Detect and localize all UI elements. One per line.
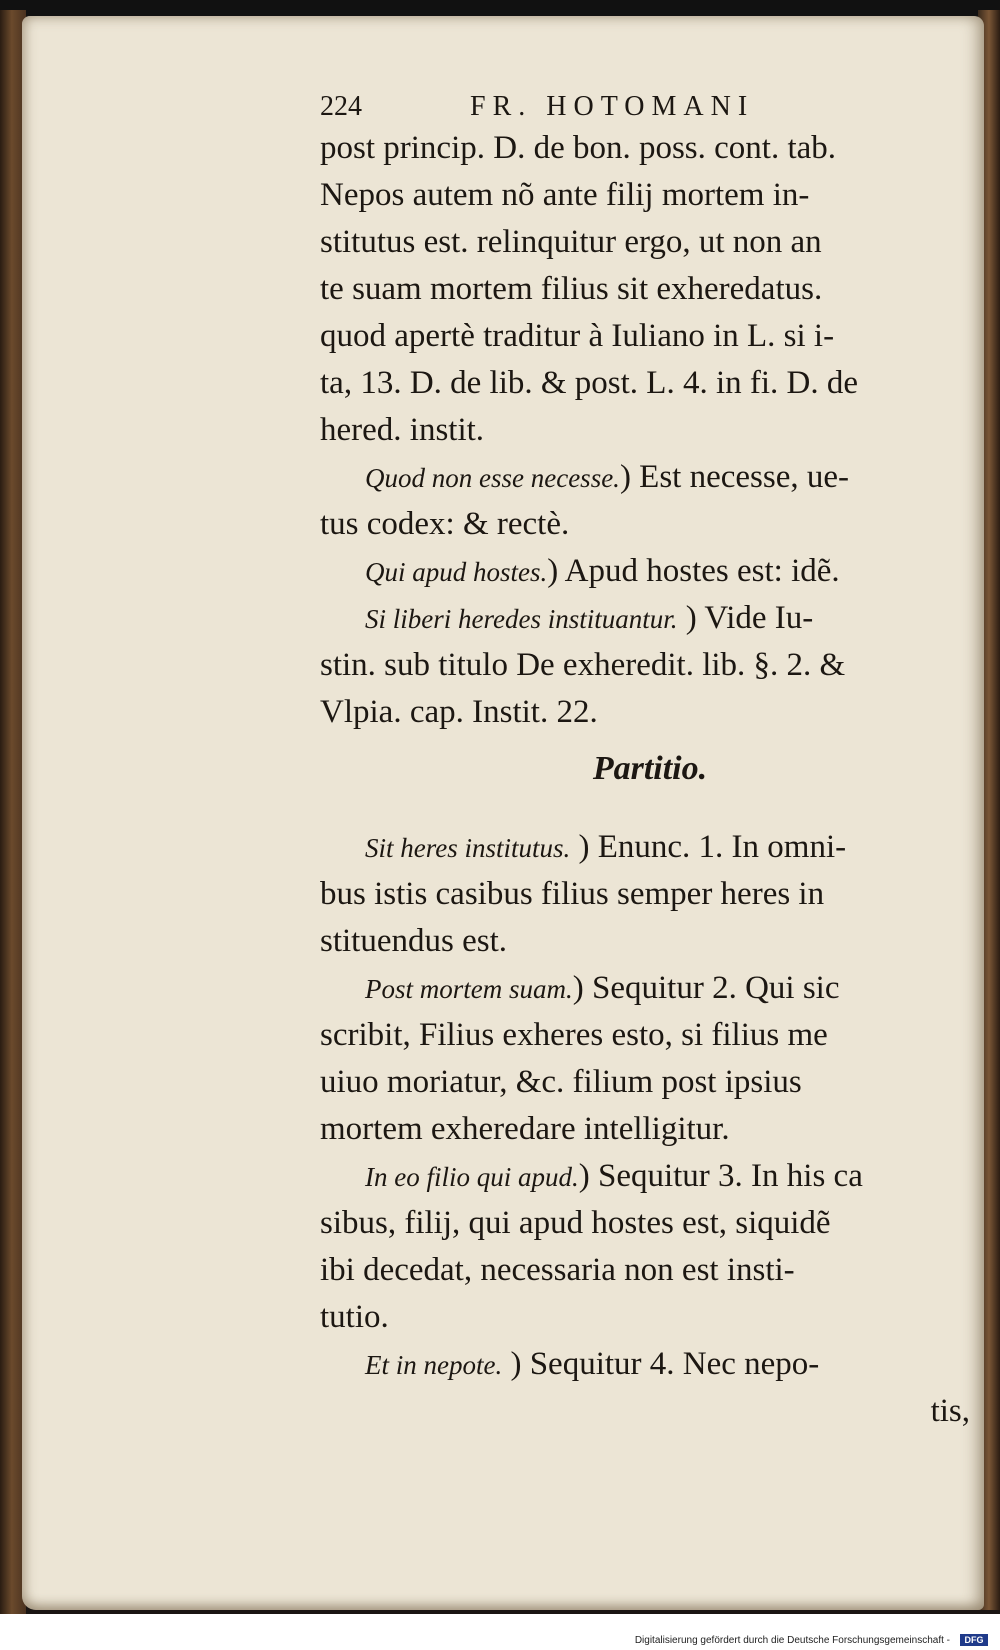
text-line: ibi decedat, necessaria non est insti- [320, 1252, 795, 1288]
text-line: ta, 13. D. de lib. & post. L. 4. in fi. D. de [320, 365, 859, 401]
text-line: tutio. [320, 1299, 389, 1335]
text-line [320, 1153, 980, 1200]
text-line: te suam mortem filius sit exheredatus. [320, 271, 823, 307]
text-line [320, 454, 980, 501]
dfg-logo: DFG [960, 1634, 988, 1646]
text-line: tus codex: & rectè. [320, 506, 570, 542]
text-line: hered. instit. [320, 412, 485, 448]
text-line [320, 548, 980, 595]
lemma: Qui apud hostes. [365, 557, 548, 587]
digitization-credit: Digitalisierung gefördert durch die Deutsche Forschungsgemeinschaft - [634, 1635, 950, 1646]
lemma: In eo filio qui apud. [365, 1162, 579, 1192]
text-line [320, 965, 980, 1012]
running-header [320, 85, 980, 125]
text-line: stituendus est. [320, 923, 507, 959]
text-line: stin. sub titulo De exheredit. lib. §. 2. & [320, 647, 846, 683]
lemma: Post mortem suam. [365, 974, 573, 1004]
text-line: Nepos autem nõ ante filij mortem in- [320, 177, 810, 213]
text-line [320, 824, 980, 871]
text-line: quod apertè traditur à Iuliano in L. si i- [320, 318, 835, 354]
commentary: ) Vide Iu- [677, 600, 814, 636]
text-line: bus istis casibus filius semper heres in [320, 876, 825, 912]
commentary: ) Sequitur 4. Nec nepo- [502, 1346, 820, 1382]
text-line [320, 1341, 980, 1388]
catchword: tis, [930, 1393, 970, 1429]
text-line: sibus, filij, qui apud hostes est, siquidẽ [320, 1205, 831, 1241]
commentary: ) Apud hostes est: idẽ. [547, 553, 840, 589]
text-line: post princip. D. de bon. poss. cont. tab. [320, 130, 837, 166]
text-line: stitutus est. relinquitur ergo, ut non an [320, 224, 822, 260]
running-title: FR. HOTOMANI [470, 91, 755, 122]
text-line: mortem exheredare intelligitur. [320, 1111, 730, 1147]
text-line: scribit, Filius exheres esto, si filius me [320, 1017, 828, 1053]
lemma: Quod non esse necesse. [365, 463, 620, 493]
section-heading: Partitio. [592, 750, 708, 787]
commentary: ) Sequitur 2. Qui sic [572, 970, 840, 1006]
text-line [320, 595, 980, 642]
commentary: ) Enunc. 1. In omni- [570, 829, 847, 865]
lemma: Sit heres institutus. [365, 833, 571, 863]
page-number: 224 [320, 91, 362, 122]
page-text-block [320, 85, 980, 1435]
text-line: uiuo moriatur, &c. filium post ipsius [320, 1064, 802, 1100]
text-line: Vlpia. cap. Instit. 22. [320, 694, 598, 730]
spacer [320, 804, 980, 824]
commentary: ) Est necesse, ue- [619, 459, 850, 495]
lemma: Si liberi heredes instituantur. [365, 604, 678, 634]
commentary: ) Sequitur 3. In his ca [578, 1158, 863, 1194]
scan-top-edge [0, 0, 1000, 16]
lemma: Et in nepote. [365, 1350, 503, 1380]
